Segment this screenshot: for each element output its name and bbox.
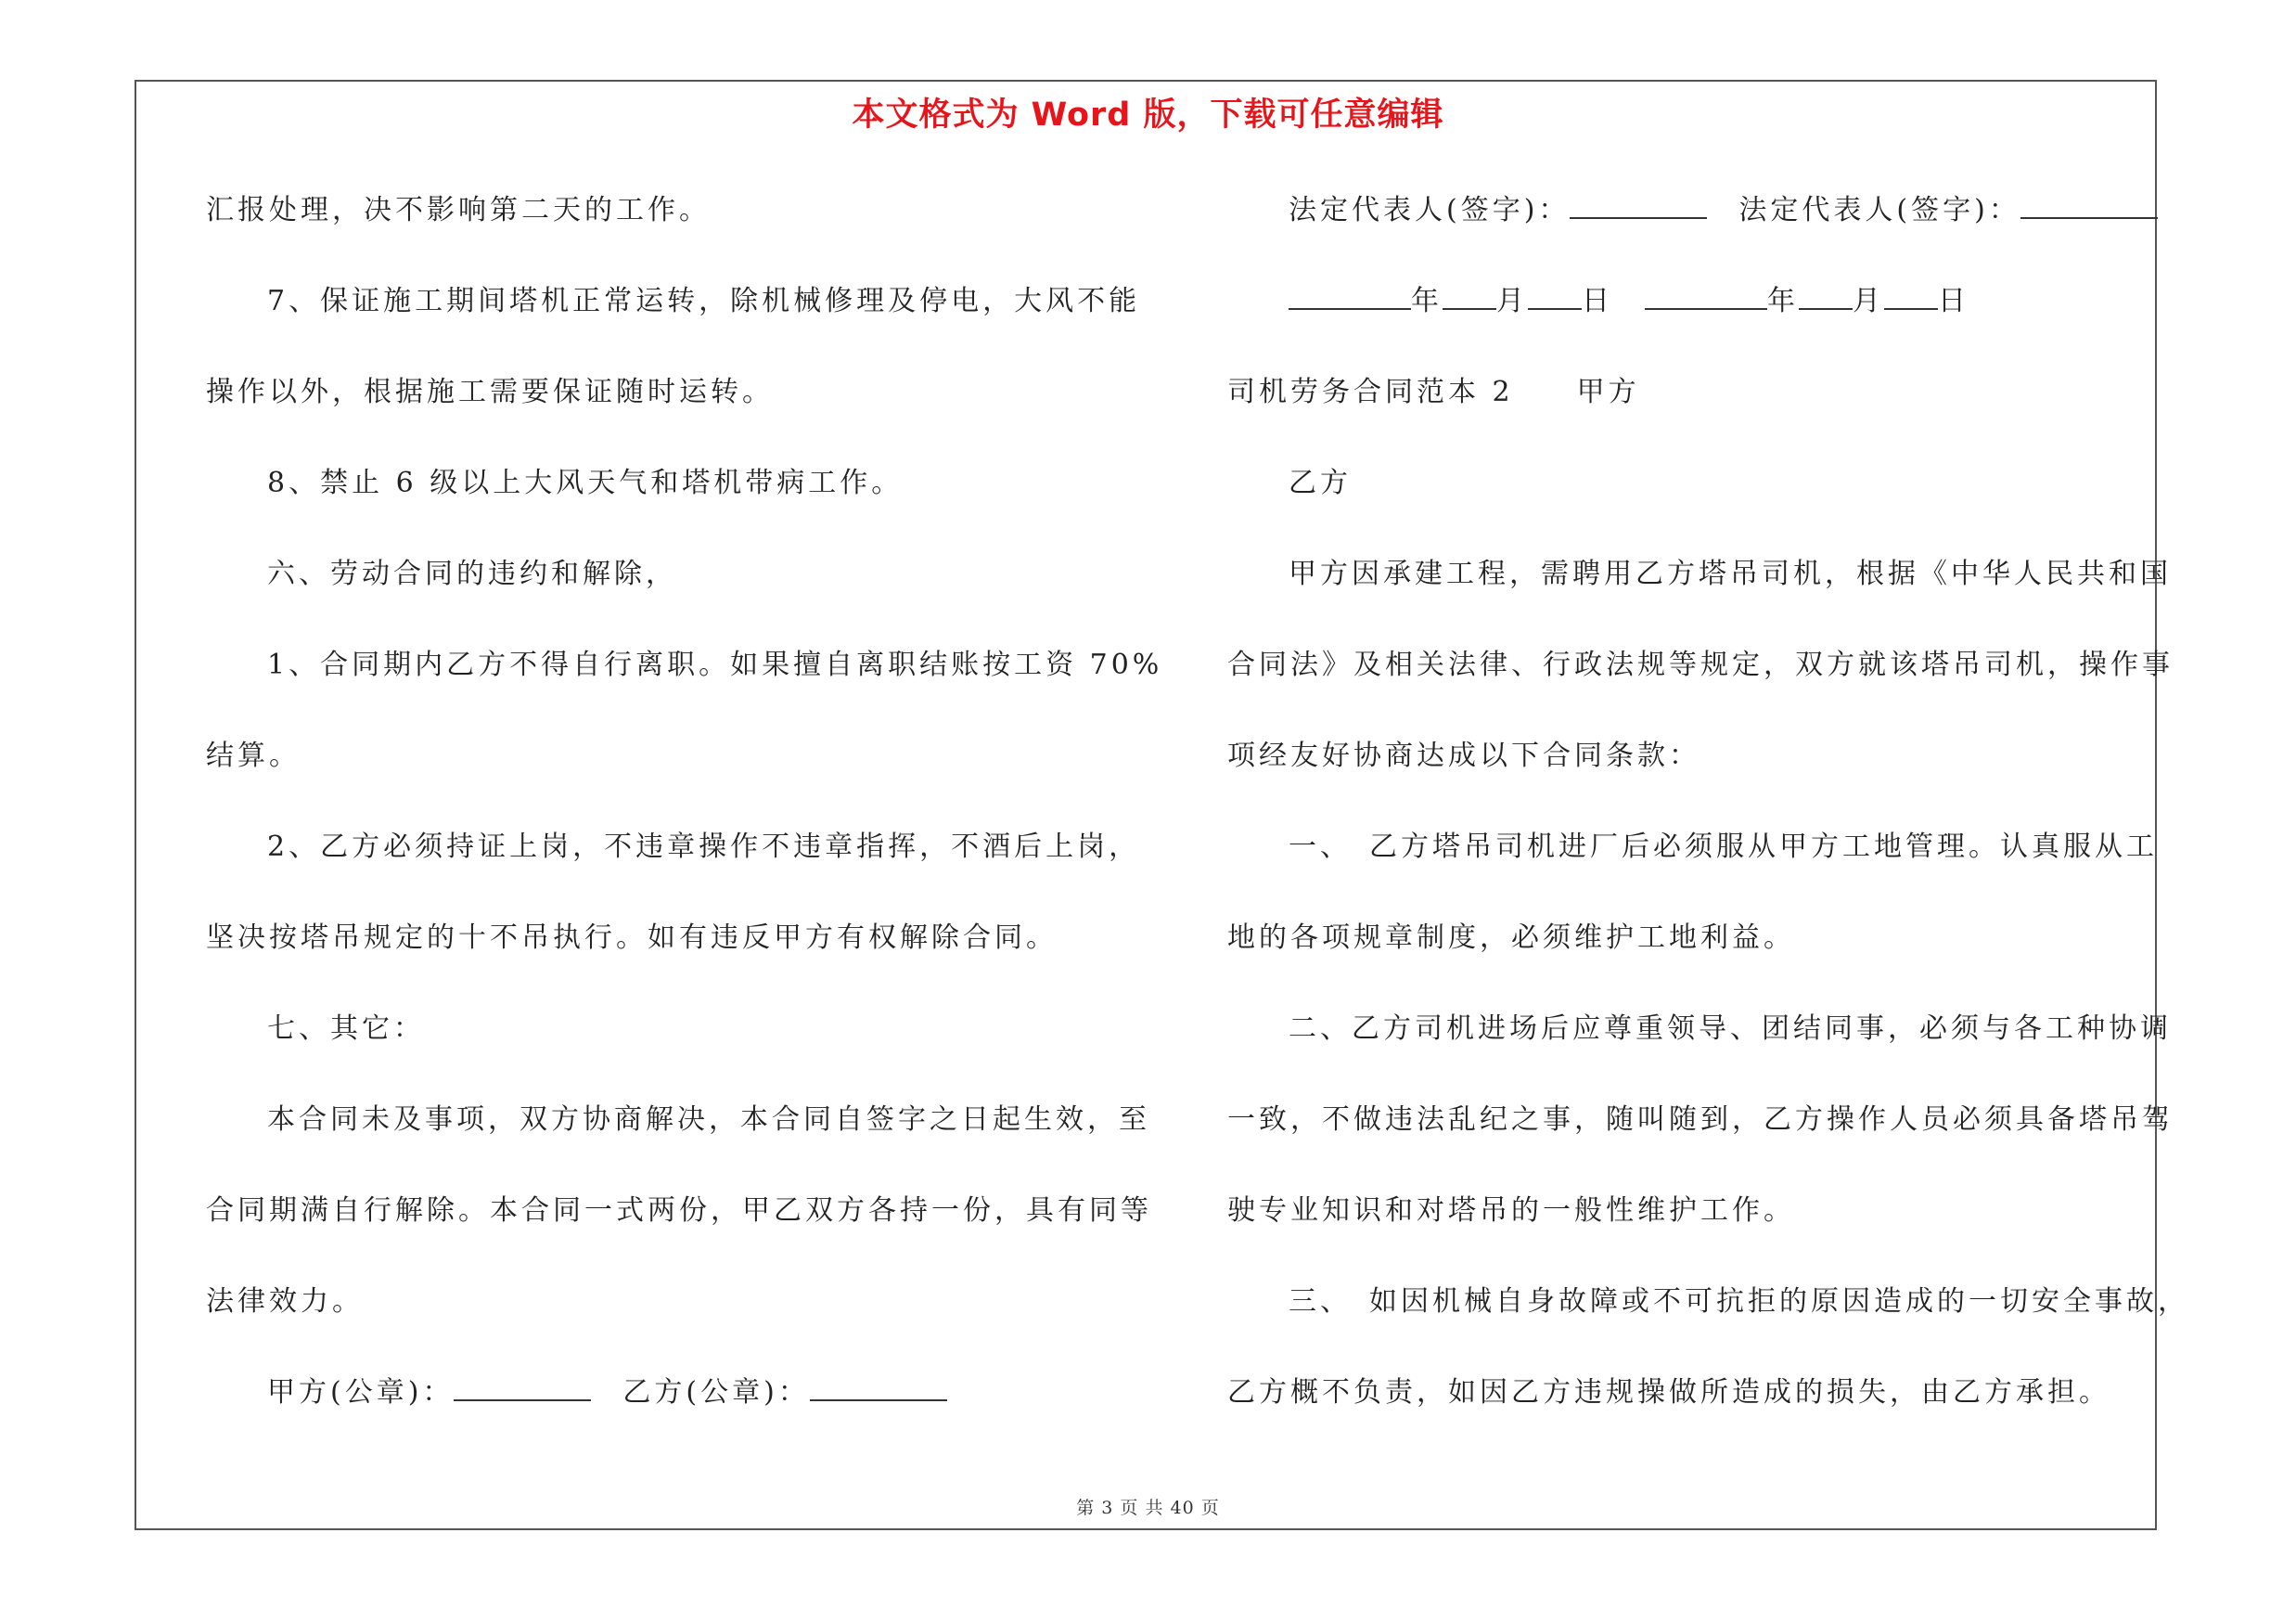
paragraph-line: 项经友好协商达成以下合同条款：: [1227, 740, 1700, 772]
paragraph-line: 汇报处理，决不影响第二天的工作。: [206, 194, 711, 226]
party-a-seal-label: 甲方(公章)：: [267, 1376, 455, 1409]
month-blank: [1443, 286, 1496, 310]
month-label: 月: [1853, 285, 1884, 317]
paragraph-line: 二、乙方司机进场后应尊重领导、团结同事，必须与各工种协调: [1289, 1012, 2172, 1045]
paragraph-line: 操作以外，根据施工需要保证随时运转。: [206, 376, 774, 408]
day-blank: [1528, 286, 1582, 310]
paragraph-line: 合同法》及相关法律、行政法规等规定，双方就该塔吊司机，操作事: [1227, 649, 2174, 681]
paragraph-line: 甲方因承建工程，需聘用乙方塔吊司机，根据《中华人民共和国: [1289, 558, 2172, 590]
paragraph-line: 驶专业知识和对塔吊的一般性维护工作。: [1227, 1194, 1795, 1227]
paragraph-line: 合同期满自行解除。本合同一式两份，甲乙双方各持一份，具有同等: [206, 1194, 1152, 1227]
paragraph-line: 六、劳动合同的违约和解除，: [267, 558, 677, 590]
rep-a-label: 法定代表人(签字)：: [1289, 194, 1571, 226]
paragraph-line: 坚决按塔吊规定的十不吊执行。如有违反甲方有权解除合同。: [206, 921, 1058, 954]
year-label: 年: [1767, 285, 1799, 317]
rep-b-blank: [2020, 195, 2158, 219]
paragraph-line: 乙方概不负责，如因乙方违规操做所造成的损失，由乙方承担。: [1227, 1376, 2110, 1409]
paragraph-line: 8、禁止 6 级以上大风天气和塔机带病工作。: [267, 467, 904, 499]
paragraph-line: 2、乙方必须持证上岗，不违章操作不违章指挥，不酒后上岗，: [267, 831, 1141, 863]
paragraph-line: 法律效力。: [206, 1285, 364, 1318]
paragraph-line: 三、 如因机械自身故障或不可抗拒的原因造成的一切安全事故，: [1289, 1285, 2189, 1318]
word-format-banner: 本文格式为 Word 版，下载可任意编辑: [852, 97, 1444, 134]
paragraph-line: 本合同未及事项，双方协商解决，本合同自签字之日起生效，至: [267, 1103, 1150, 1136]
paragraph-line: 结算。: [206, 740, 301, 772]
year-blank: [1645, 286, 1767, 310]
paragraph-line: 七、其它：: [267, 1012, 425, 1045]
rep-a-blank: [1570, 195, 1707, 219]
month-blank: [1799, 286, 1853, 310]
paragraph-line: 一致，不做违法乱纪之事，随叫随到，乙方操作人员必须具备塔吊驾: [1227, 1103, 2174, 1136]
day-label: 日: [1582, 285, 1613, 317]
party-b-seal-label: 乙方(公章)：: [622, 1376, 810, 1409]
paragraph-line: 一、 乙方塔吊司机进厂后必须服从甲方工地管理。认真服从工: [1289, 831, 2158, 863]
paragraph-line: 乙方: [1289, 467, 1352, 499]
month-label: 月: [1496, 285, 1528, 317]
party-a-seal-blank: [454, 1377, 591, 1401]
rep-b-label: 法定代表人(签字)：: [1738, 194, 2020, 226]
rep-signature-line: [1289, 192, 2158, 229]
paragraph-line: 1、合同期内乙方不得自行离职。如果擅自离职结账按工资 70%: [267, 649, 1163, 681]
party-b-seal-blank: [810, 1377, 947, 1401]
seal-line: [267, 1374, 947, 1411]
day-label: 日: [1938, 285, 1969, 317]
section-heading: 司机劳务合同范本 2 甲方: [1227, 376, 1640, 408]
page-number: 第 3 页 共 40 页: [1076, 1498, 1220, 1518]
year-blank: [1289, 286, 1411, 310]
day-blank: [1884, 286, 1938, 310]
paragraph-line: 地的各项规章制度，必须维护工地利益。: [1227, 921, 1795, 954]
paragraph-line: 7、保证施工期间塔机正常运转，除机械修理及停电，大风不能: [267, 285, 1141, 317]
year-label: 年: [1411, 285, 1443, 317]
date-line: [1289, 283, 1969, 320]
